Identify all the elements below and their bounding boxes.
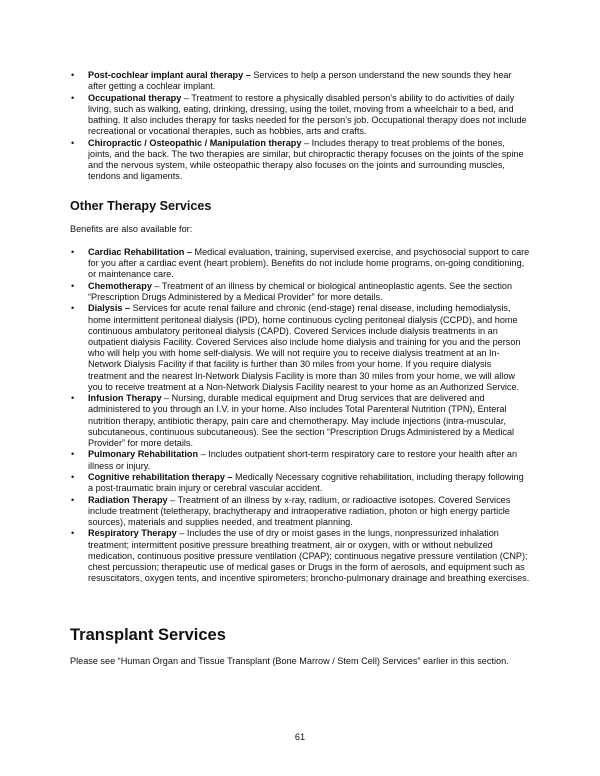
item-term: Infusion Therapy	[88, 393, 162, 404]
item-text: – Treatment to restore a physically disabled person’s ability to do activities of daily living, such as walking, eating, drinking, dressing, using the toilet, moving from a wheelchair to a bed, and bathing. It also includes therapy for tasks needed for the person’s job. Occupational therapy does not include recreational or vocational therapies, such as hobbies, arts and crafts.	[88, 92, 527, 137]
item-text: – Treatment of an illness by chemical or biological antineoplastic agents. See the section “Prescription Drugs Administered by a Medical Provider” for more details.	[88, 280, 513, 302]
list-item	[0, 472, 600, 494]
list-item	[0, 393, 600, 449]
item-term: Dialysis –	[88, 303, 131, 314]
list-item	[0, 303, 600, 393]
bullet-icon: •	[71, 280, 75, 291]
item-text: – Treatment of an illness by x-ray, radium, or radioactive isotopes. Covered Services include treatment (teletherapy, brachytherapy and intraoperative radiation, photon or high energy particle sources), materials and supplies needed, and treatment planning.	[88, 494, 511, 527]
transplant-heading: Transplant Services	[70, 626, 226, 644]
other-therapy-intro: Benefits are also available for:	[70, 224, 193, 234]
bullet-icon: •	[71, 494, 75, 505]
item-text: Medically Necessary cognitive rehabilitation, including therapy following a post-traumatic brain injury or cerebral vascular accident.	[88, 472, 524, 494]
page-number: 61	[294, 732, 306, 742]
item-term: Chemotherapy	[88, 280, 152, 291]
bullet-icon: •	[71, 472, 75, 482]
list-item	[0, 528, 600, 584]
bullet-icon: •	[71, 393, 75, 404]
item-term: Respiratory Therapy	[88, 528, 177, 539]
transplant-paragraph: Please see “Human Organ and Tissue Transplant (Bone Marrow / Stem Cell) Services” earlier in this section.	[70, 656, 509, 666]
item-term: Pulmonary Rehabilitation	[88, 449, 199, 460]
therapy-list	[0, 70, 600, 183]
bullet-icon: •	[71, 70, 75, 80]
bullet-icon: •	[71, 92, 75, 103]
list-item	[0, 138, 600, 183]
list-item	[0, 449, 600, 471]
item-text: – Nursing, durable medical equipment and Drug services that are delivered and administered to you through an I.V. in your home. Also includes Total Parenteral Nutrition (TPN), Enteral nutrition therapy, antibiotic therapy, pain care and chemotherapy. May include injections (intra-muscular, subcutaneous, continuous subcutaneous). See the section “Prescription Drugs Administered by a Medical Provider” for more details.	[88, 393, 515, 449]
item-term: Cardiac Rehabilitation –	[88, 247, 192, 257]
list-item	[0, 281, 600, 303]
item-term: Chiropractic / Osteopathic / Manipulation therapy	[88, 137, 302, 148]
list-item	[0, 495, 600, 529]
item-text: Services for acute renal failure and chronic (end-stage) renal disease, including hemodialysis, home intermittent peritoneal dialysis (IPD), home continuous cycling peritoneal dialysis (CCPD), and home continuous ambulatory peritoneal dialysis (CAPD). Covered Services include dialysis treatments in an outpatient dialysis Facility. Covered Services also include home dialysis and training for you and the person who will help you with home self-dialysis. We will not require you to receive dialysis treatment at an In-Network Dialysis Facility if that facility is further than 30 miles from your home. If you require dialysis treatment and the nearest In-Network Dialysis Facility is more than 30 miles from your home, we will allow you to receive treatment at a Non-Network Dialysis Facility nearest to your home as an Authorized Service.	[88, 303, 521, 392]
bullet-icon: •	[71, 449, 75, 460]
item-text: Services to help a person understand the new sounds they hear after getting a cochlear implant.	[88, 70, 512, 92]
list-item	[0, 93, 600, 138]
bullet-icon: •	[71, 137, 75, 148]
item-term: Occupational therapy	[88, 92, 182, 103]
list-item	[0, 70, 600, 92]
item-text: – Includes the use of dry or moist gases in the lungs, nonpressurized inhalation treatment; intermittent positive pressure breathing treatment, air or oxygen, with or without nebulized medication, continuous positive pressure ventilation (CPAP); continuous negative pressure ventilation (CNP); chest percussion; therapeutic use of medical gases or Drugs in the form of aerosols, and equipment such as resuscitators, oxygen tents, and incentive spirometers; broncho-pulmonary drainage and breathing exercises.	[88, 528, 530, 584]
item-term: Post-cochlear implant aural therapy –	[88, 70, 251, 80]
other-therapy-heading: Other Therapy Services	[70, 199, 212, 213]
list-item	[0, 247, 600, 281]
item-term: Radiation Therapy	[88, 494, 168, 505]
item-text: – Includes outpatient short-term respiratory care to restore your health after an illness or injury.	[88, 449, 518, 471]
other-therapy-list	[0, 247, 600, 585]
bullet-icon: •	[71, 247, 75, 257]
bullet-icon: •	[71, 528, 75, 539]
item-text: Medical evaluation, training, supervised exercise, and psychosocial support to care for you after a cardiac event (heart problem). Benefits do not include home programs, on-going conditioning, or maintenance care.	[88, 247, 530, 280]
bullet-icon: •	[71, 303, 75, 314]
item-text: – Includes therapy to treat problems of the bones, joints, and the back. The two therapies are similar, but chiropractic therapy focuses on the joints of the spine and the nervous system, while osteopathic therapy also focuses on the joints and surrounding muscles, tendons and ligaments.	[88, 137, 524, 182]
item-term: Cognitive rehabilitation therapy –	[88, 472, 233, 482]
